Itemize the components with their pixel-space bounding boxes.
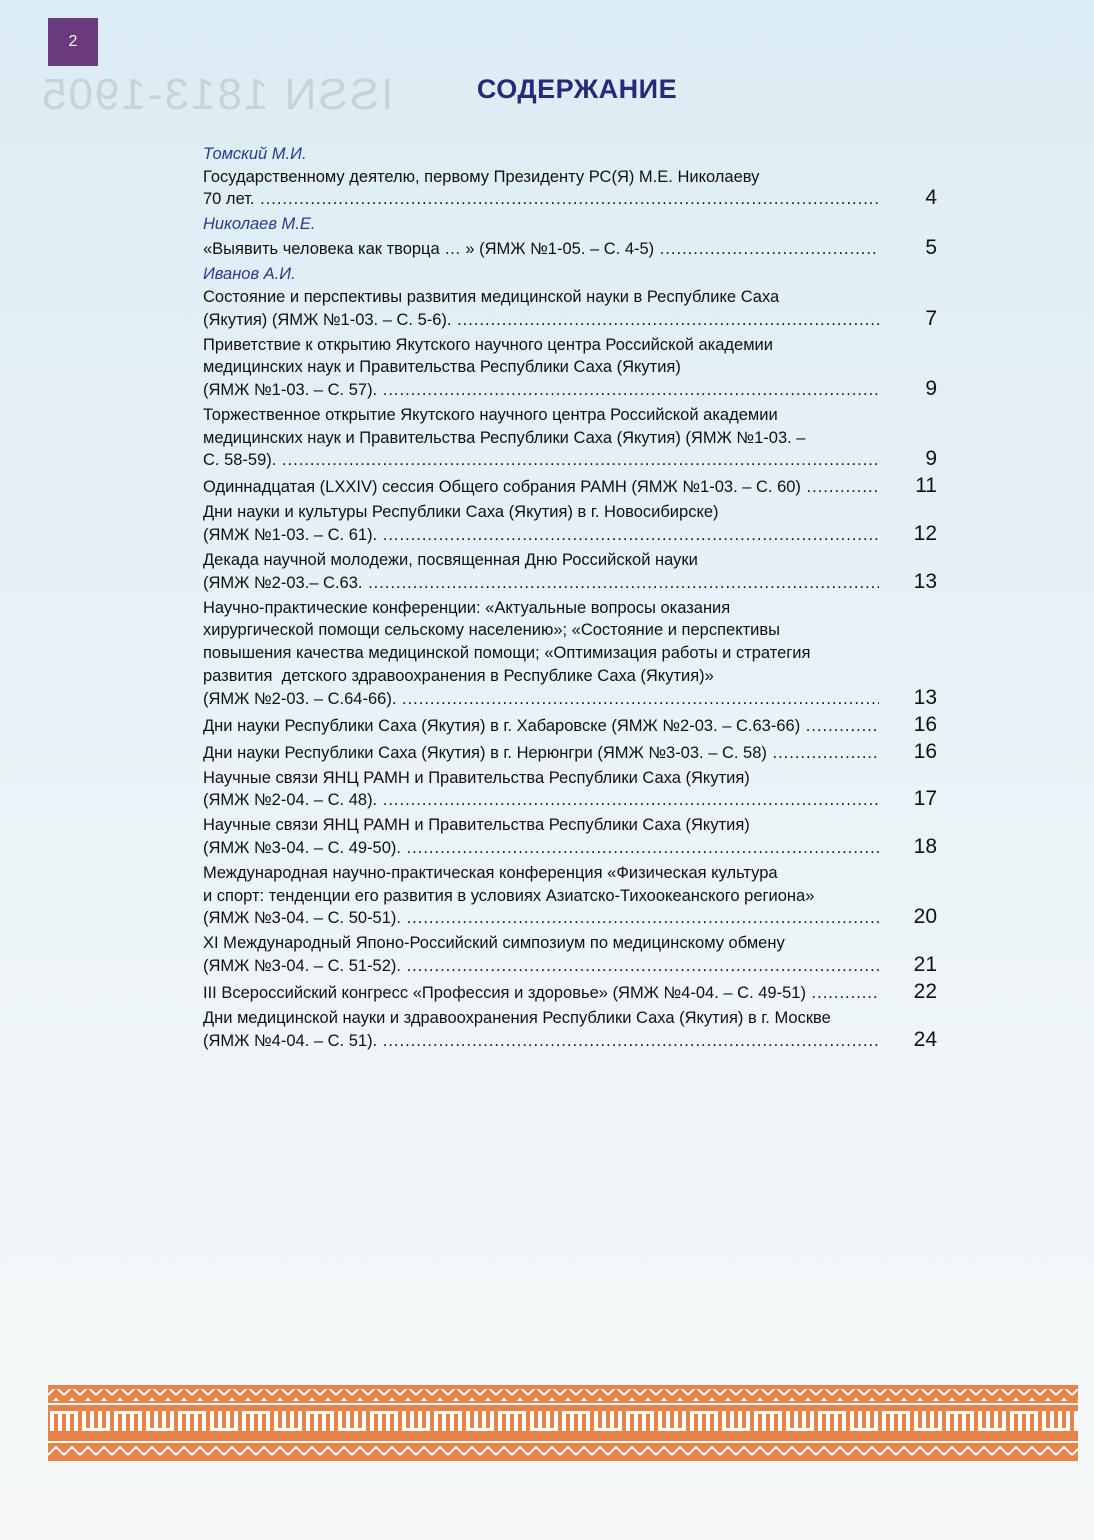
toc-entry-page: 12 (913, 522, 937, 546)
background-watermark-text: ISSN 1813-1905 (40, 70, 394, 119)
toc-entry (203, 814, 938, 859)
toc-entry-page: 13 (913, 569, 937, 593)
toc-entry-text: Декада научной молодежи, посвященная Дню Российской науки (ЯМЖ №2-03.– С.63. ..... (203, 549, 879, 594)
toc-entry-page: 9 (925, 376, 937, 400)
toc-entry (203, 286, 938, 331)
toc-entry-page: 18 (913, 834, 937, 858)
toc-entry (203, 980, 938, 1004)
toc-entry-page: 9 (925, 447, 937, 471)
toc-entry (203, 740, 938, 764)
toc-entry-page: 4 (925, 186, 937, 210)
toc-entry (203, 1007, 938, 1052)
toc-entry (203, 166, 938, 211)
toc-entry (203, 549, 938, 594)
toc-entry-text: Дни науки Республики Саха (Якутия) в г. Хабаровске (ЯМЖ №2-03. – С.63-66) ..... (203, 715, 879, 737)
toc-entry (203, 236, 938, 260)
toc-entry-page: 17 (913, 787, 937, 811)
toc-entry (203, 501, 938, 546)
toc-entry-page: 11 (915, 474, 937, 498)
table-of-contents (203, 143, 938, 1052)
toc-entry (203, 404, 938, 471)
toc-entry-text: III Всероссийский конгресс «Профессия и здоровье» (ЯМЖ №4-04. – С. 49-51) ..... (203, 982, 879, 1004)
toc-entry-text: XI Международный Японо-Российский симпозиум по медицинскому обмену (ЯМЖ №3-04. – С. 51-52). ..... (203, 932, 879, 977)
toc-entry (203, 597, 938, 710)
toc-entry-text: Научные связи ЯНЦ РАМН и Правительства Республики Саха (Якутия) (ЯМЖ №3-04. – С. 49-50). ..... (203, 814, 879, 859)
toc-entry (203, 862, 938, 929)
toc-entry-page: 21 (913, 953, 937, 977)
toc-entry (203, 767, 938, 812)
toc-entry (203, 474, 938, 498)
toc-entry-page: 20 (913, 905, 937, 929)
decorative-ornament-band (48, 1385, 1078, 1461)
toc-entry-page: 7 (925, 306, 937, 330)
toc-entry-page: 16 (913, 739, 937, 763)
toc-entry-text: Научные связи ЯНЦ РАМН и Правительства Республики Саха (Якутия) (ЯМЖ №2-04. – С. 48). ..... (203, 767, 879, 812)
toc-entry (203, 334, 938, 401)
page-title: СОДЕРЖАНИЕ (476, 74, 678, 104)
toc-entry-page: 5 (925, 236, 937, 260)
toc-entry-text: Одиннадцатая (LXXIV) сессия Общего собрания РАМН (ЯМЖ №1-03. – С. 60) ..... (203, 476, 879, 498)
toc-author: Иванов А.И. (203, 265, 296, 284)
toc-entry-text: «Выявить человека как творца … » (ЯМЖ №1-05. – С. 4-5) ..... (203, 238, 879, 260)
toc-entry-page: 24 (913, 1027, 937, 1051)
toc-entry-text: Приветствие к открытию Якутского научного центра Российской академии медицинских наук и Правительства Республики Саха (Якутия) (ЯМЖ №1-03. – С. 57). ..... (203, 334, 879, 401)
toc-entry-text: Торжественное открытие Якутского научного центра Российской академии медицинских наук и Правительства Республики Саха (Якутия) (ЯМЖ №1-03. – С. 58-59). ..... (203, 404, 879, 471)
toc-entry-text: Дни науки Республики Саха (Якутия) в г. Нерюнгри (ЯМЖ №3-03. – С. 58) ..... (203, 742, 879, 764)
toc-entry-text: Государственному деятелю, первому Президенту РС(Я) М.Е. Николаеву 70 лет. ..... (203, 166, 879, 211)
toc-entry-page: 16 (913, 712, 937, 736)
toc-author: Николаев М.Е. (203, 215, 316, 234)
toc-entry-page: 22 (913, 980, 937, 1004)
toc-entry (203, 932, 938, 977)
toc-author: Томский М.И. (203, 145, 307, 163)
toc-entry-text: Дни науки и культуры Республики Саха (Якутия) в г. Новосибирске) (ЯМЖ №1-03. – С. 61). ..... (203, 501, 879, 546)
toc-entry-text: Научно-практические конференции: «Актуальные вопросы оказания хирургической помощи сельскому населению»; «Состояние и перспективы повышения качества медицинской помощи; «Оптимизация работы и стратегия развития детского здравоохранения в Республике Саха (Якутия)» (ЯМЖ №2-03. – С.64-66). ..... (203, 597, 879, 710)
toc-entry-text: Состояние и перспективы развития медицинской науки в Республике Саха (Якутия) (ЯМЖ №1-03. – С. 5-6). ..... (203, 286, 879, 331)
toc-entry-text: Дни медицинской науки и здравоохранения Республики Саха (Якутия) в г. Москве (ЯМЖ №4-04. – С. 51). ..... (203, 1007, 879, 1052)
toc-entry-text: Международная научно-практическая конференция «Физическая культура и спорт: тенденции его развития в условиях Азиатско-Тихоокеанского региона» (ЯМЖ №3-04. – С. 50-51). ..... (203, 862, 879, 929)
ornament-pattern (48, 1385, 1078, 1461)
toc-entry (203, 713, 938, 737)
toc-entry-page: 13 (913, 685, 937, 709)
page-number: 2 (48, 18, 98, 66)
